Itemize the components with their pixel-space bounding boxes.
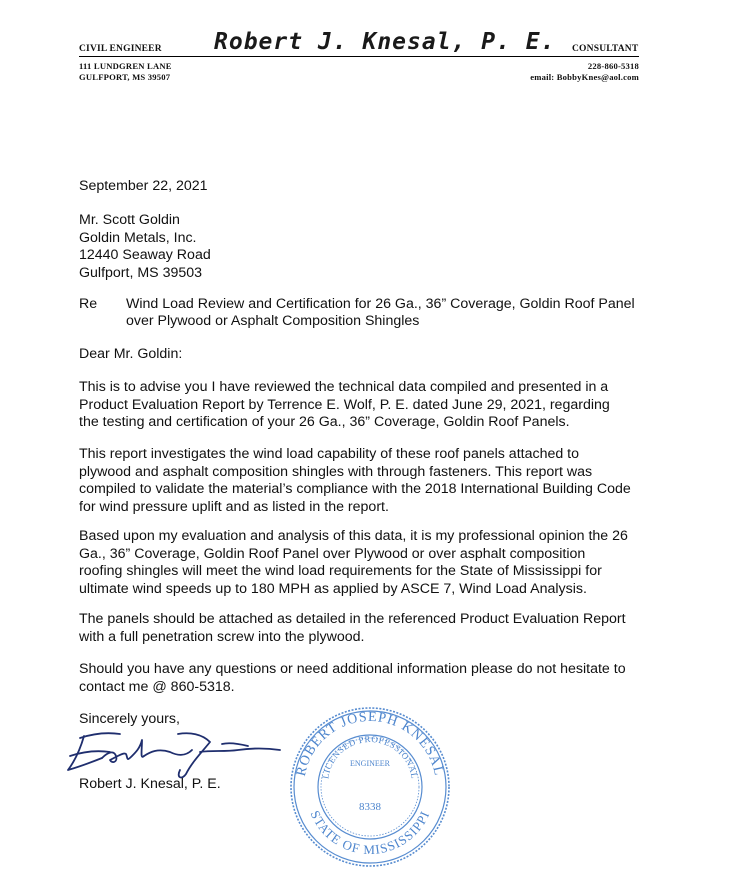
recipient-line: Gulfport, MS 39503: [79, 264, 203, 281]
salutation: Dear Mr. Goldin:: [79, 346, 183, 362]
seal-outer-top-text: ROBERT JOSEPH KNESAL: [293, 709, 447, 778]
recipient-line: Mr. Scott Goldin: [79, 212, 180, 228]
seal-number: 8338: [359, 801, 381, 813]
paragraph-line: roofing shingles will meet the wind load requirements for the State of Mississippi for: [79, 563, 602, 579]
seal-inner-top-text: LICENSED PROFESSIONAL: [320, 733, 420, 780]
re-label: Re: [79, 296, 98, 312]
paragraph-line: compiled to validate the material’s compliance with the 2018 International Building Code: [79, 481, 631, 497]
paragraph-line: plywood and asphalt composition shingles with through fasteners. This report was: [79, 463, 593, 480]
signature-name: Robert J. Knesal, P. E.: [79, 776, 221, 792]
re-subject-line2: over Plywood or Asphalt Composition Shingles: [126, 313, 420, 329]
recipient-block: [79, 212, 659, 282]
paragraph-line: Should you have any questions or need additional information please do not hesitate to: [79, 661, 626, 677]
engineer-seal: [286, 704, 454, 870]
closing: Sincerely yours,: [79, 711, 180, 727]
letterhead-address-line1: 111 LUNDGREN LANE: [79, 61, 172, 71]
recipient-line: Goldin Metals, Inc.: [79, 229, 197, 246]
letter-date: September 22, 2021: [79, 178, 208, 194]
paragraph-line: Product Evaluation Report by Terrence E. Wolf, P. E. dated June 29, 2021, regarding: [79, 396, 610, 413]
re-subject-line1: Wind Load Review and Certification for 26 Ga., 36” Coverage, Goldin Roof Panel: [126, 296, 635, 312]
letterhead-email: email: BobbyKnes@aol.com: [530, 72, 639, 82]
body-paragraph: [79, 611, 659, 646]
paragraph-line: The panels should be attached as detailed in the referenced Product Evaluation Report: [79, 611, 626, 627]
letterhead-right-title: CONSULTANT: [572, 44, 639, 54]
paragraph-line: Ga., 36” Coverage, Goldin Roof Panel over Plywood or over asphalt composition: [79, 545, 586, 562]
body-paragraph: [79, 379, 659, 432]
paragraph-line: for wind pressure uplift and as listed in the report.: [79, 498, 389, 515]
body-paragraph: [79, 446, 659, 516]
paragraph-line: with a full penetration screw into the plywood.: [79, 628, 365, 645]
paragraph-line: This is to advise you I have reviewed the technical data compiled and presented in a: [79, 379, 609, 395]
letterhead-address-line2: GULFPORT, MS 39507: [79, 72, 171, 82]
body-paragraph: [79, 661, 659, 696]
letterhead-rule: [79, 56, 639, 57]
letterhead-phone: 228-860-5318: [587, 61, 639, 71]
paragraph-line: the testing and certification of your 26 Ga., 36” Coverage, Goldin Roof Panels.: [79, 414, 570, 430]
seal-center-text: ENGINEER: [350, 759, 390, 768]
paragraph-line: Based upon my evaluation and analysis of this data, it is my professional opinion the 26: [79, 528, 628, 544]
recipient-line: 12440 Seaway Road: [79, 247, 211, 263]
paragraph-line: This report investigates the wind load capability of these roof panels attached to: [79, 446, 580, 462]
paragraph-line: ultimate wind speeds up to 180 MPH as applied by ASCE 7, Wind Load Analysis.: [79, 580, 587, 597]
letterhead-left-title: CIVIL ENGINEER: [79, 44, 162, 54]
seal-outer-bottom-text: STATE OF MISSISSIPPI: [307, 808, 433, 858]
letterhead-name: Robert J. Knesal, P. E.: [214, 29, 556, 55]
body-paragraph: [79, 528, 659, 598]
handwritten-signature: [62, 722, 292, 782]
paragraph-line: contact me @ 860-5318.: [79, 678, 235, 695]
